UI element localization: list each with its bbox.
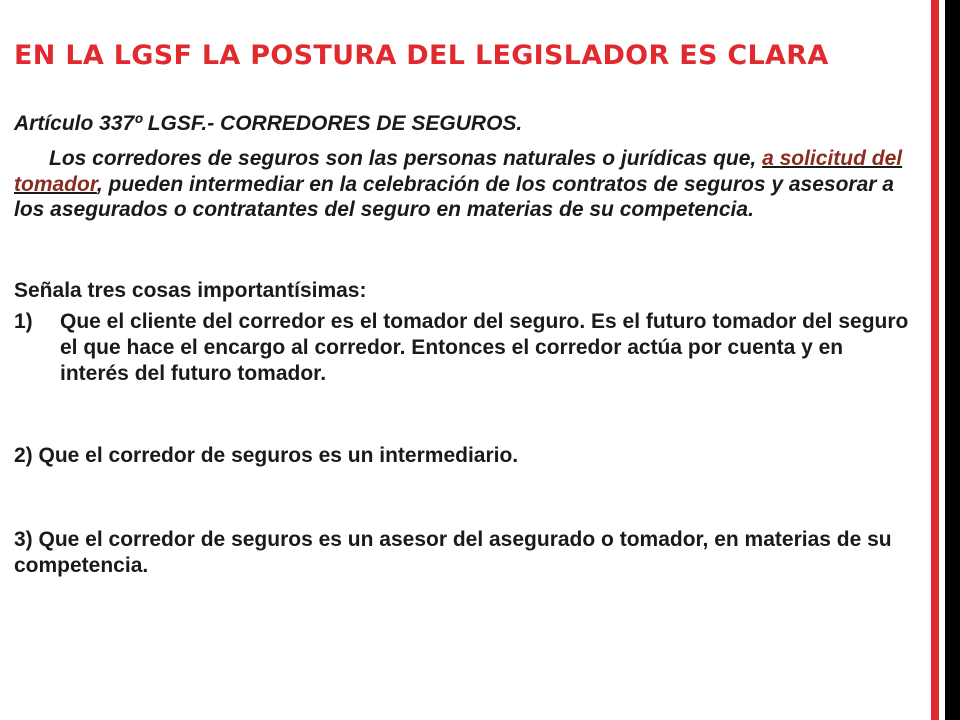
article-text-end: , pueden intermediar en la celebración de los contratos de seguros y asesorar a los asegurados o contratantes del seguro en materias de su competencia. bbox=[14, 172, 894, 221]
point-2: 2) Que el corredor de seguros es un intermediario. bbox=[14, 443, 519, 467]
point-1-number: 1) bbox=[14, 309, 33, 333]
side-bar bbox=[945, 0, 960, 720]
point-3: 3) Que el corredor de seguros es un asesor del asegurado o tomador, en materias de su competencia. bbox=[14, 527, 892, 577]
article-heading: Artículo 337º LGSF.- CORREDORES DE SEGUROS. bbox=[14, 112, 523, 135]
article-text-start: Los corredores de seguros son las personas naturales o jurídicas que, bbox=[49, 147, 763, 170]
accent-strip bbox=[931, 0, 939, 720]
point-1-text: Que el cliente del corredor es el tomador del seguro. Es el futuro tomador del seguro el que hace el encargo al corredor. Entonces el corredor actúa por cuenta y en interés del futuro tomador. bbox=[60, 309, 909, 385]
highlighted-phrase: a solicitud del tomador bbox=[14, 147, 903, 196]
points-intro: Señala tres cosas importantísimas: bbox=[14, 278, 367, 302]
slide-title: EN LA LGSF LA POSTURA DEL LEGISLADOR ES CLARA bbox=[14, 40, 829, 71]
point-1 bbox=[14, 309, 914, 387]
slide-body bbox=[14, 110, 914, 579]
article-text bbox=[14, 146, 914, 223]
